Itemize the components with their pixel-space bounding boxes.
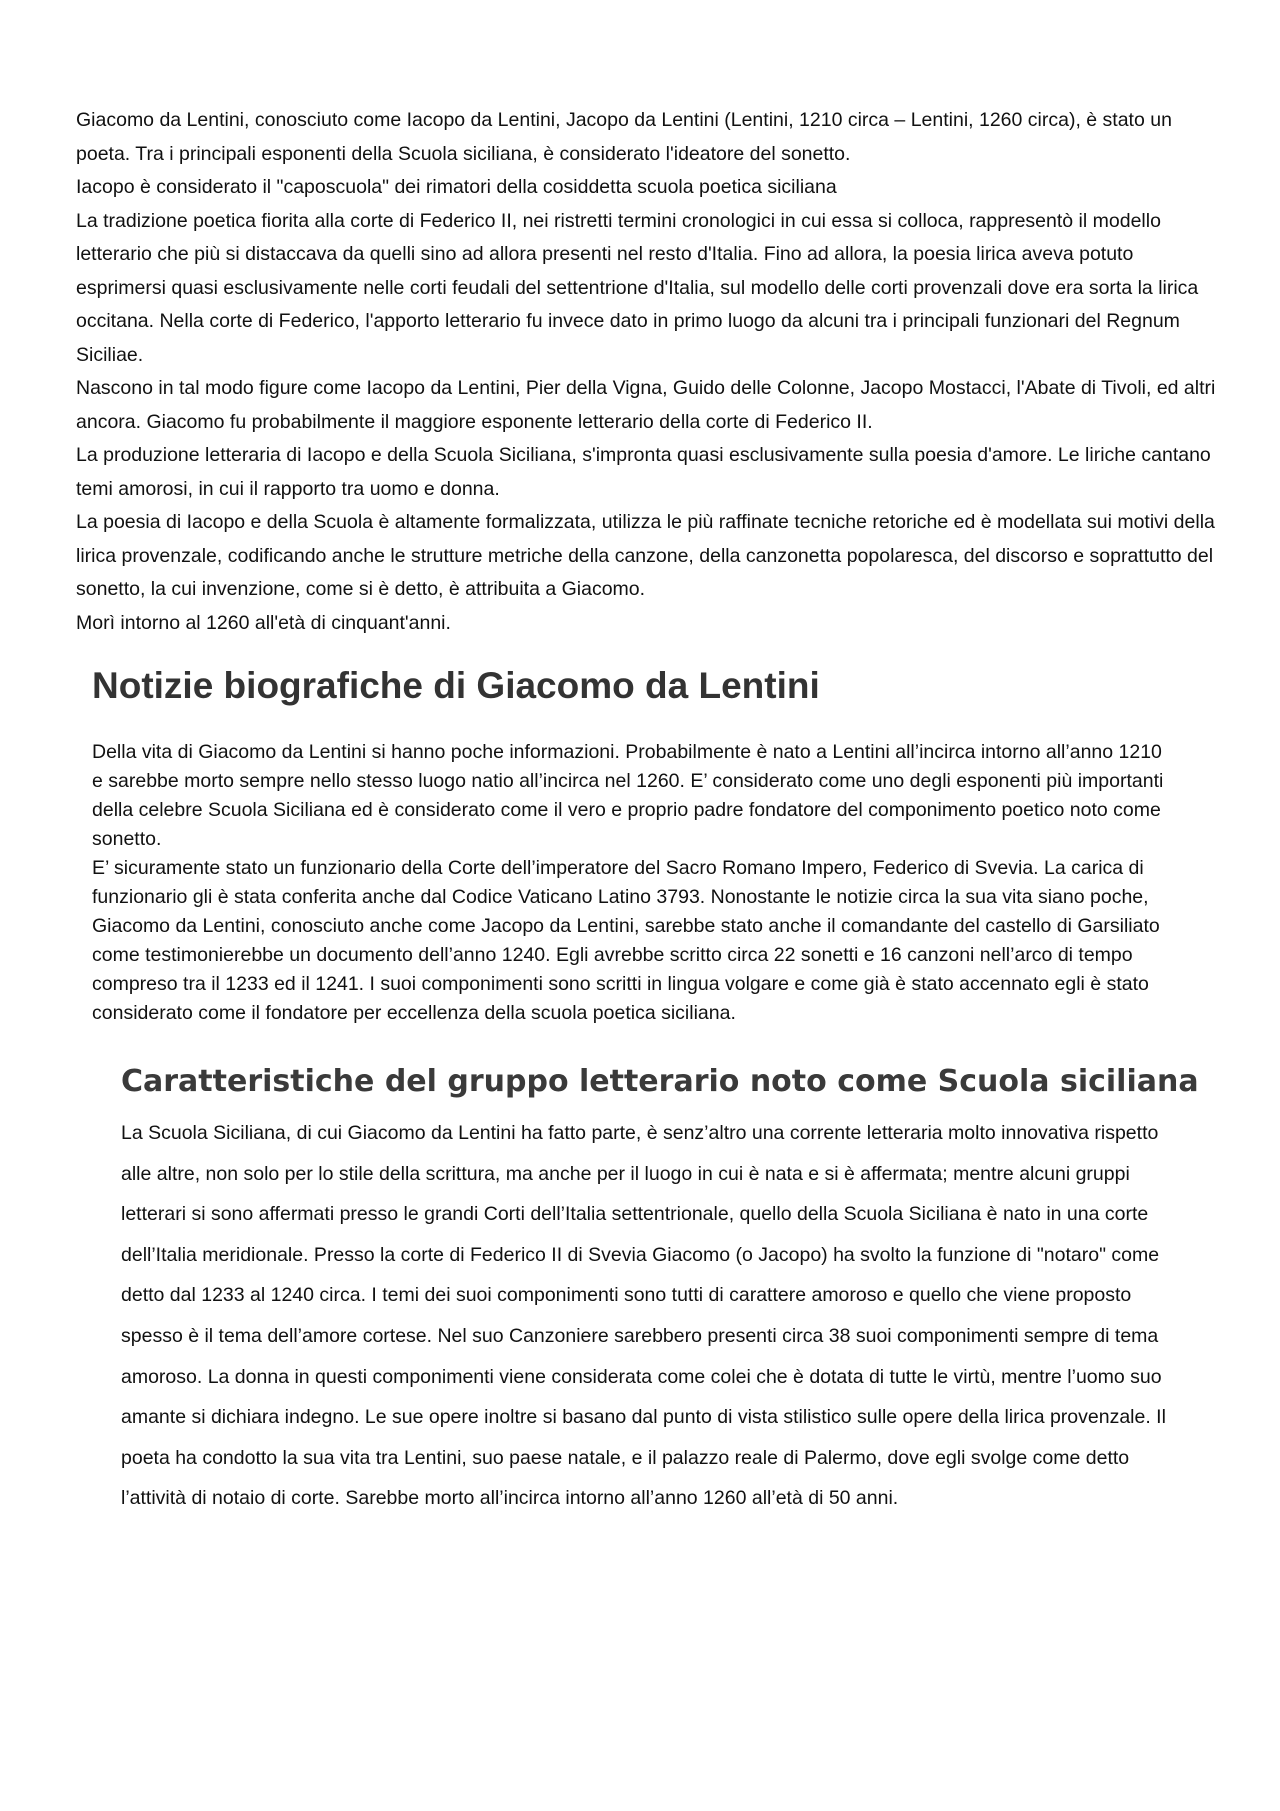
biography-paragraph: Della vita di Giacomo da Lentini si hanno poche informazioni. Probabilmente è nato a Lentini all’incirca intorno all’anno 1210 e sarebbe morto sempre nello stesso luogo natio all’incirca nel 1260. E’ considerato come uno degli esponenti più importanti della celebre Scuola Siciliana ed è considerato come il vero e proprio padre fondatore del componimento poetico noto come sonetto.	[92, 741, 1164, 850]
intro-section	[76, 104, 1216, 640]
intro-paragraph: Morì intorno al 1260 all'età di cinquant'anni.	[76, 611, 451, 634]
intro-paragraph: La produzione letteraria di Iacopo e della Scuola Siciliana, s'impronta quasi esclusivamente sulla poesia d'amore. Le liriche cantano temi amorosi, in cui il rapporto tra uomo e donna.	[76, 444, 1211, 500]
features-section	[121, 1113, 1181, 1519]
intro-paragraph: La tradizione poetica fiorita alla corte di Federico II, nei ristretti termini cronologici in cui essa si colloca, rappresentò il modello letterario che più si distaccava da quelli sino ad allora presenti nel resto d'Italia. Fino ad allora, la poesia lirica aveva potuto esprimersi quasi esclusivamente nelle corti feudali del settentrione d'Italia, sul modello delle corti provenzali dove era sorta la lirica occitana. Nella corte di Federico, l'apporto letterario fu invece dato in primo luogo da alcuni tra i principali funzionari del Regnum Siciliae.	[76, 209, 1199, 366]
features-heading: Caratteristiche del gruppo letterario noto come Scuola siciliana	[121, 1064, 1199, 1099]
intro-paragraph: Iacopo è considerato il "caposcuola" dei rimatori della cosiddetta scuola poetica siciliana	[76, 176, 837, 198]
biography-section	[92, 738, 1167, 1028]
features-paragraph: La Scuola Siciliana, di cui Giacomo da Lentini ha fatto parte, è senz’altro una corrente letteraria molto innovativa rispetto alle altre, non solo per lo stile della scrittura, ma anche per il luogo in cui è nata e si è affermata; mentre alcuni gruppi letterari si sono affermati presso le grandi Corti dell’Italia settentrionale, quello della Scuola Siciliana è nato in una corte dell’Italia meridionale. Presso la corte di Federico II di Svevia Giacomo (o Jacopo) ha svolto la funzione di "notaro" come detto dal 1233 al 1240 circa. I temi dei suoi componimenti sono tutti di carattere amoroso e quello che viene proposto spesso è il tema dell’amore cortese. Nel suo Canzoniere sarebbero presenti circa 38 suoi componimenti sempre di tema amoroso. La donna in questi componimenti viene considerata come colei che è dotata di tutte le virtù, mentre l’uomo suo amante si dichiara indegno. Le sue opere inoltre si basano dal punto di vista stilistico sulle opere della lirica provenzale. Il poeta ha condotto la sua vita tra Lentini, suo paese natale, e il palazzo reale di Palermo, dove egli svolge come detto l’attività di notaio di corte. Sarebbe morto all’incirca intorno all’anno 1260 all’età di 50 anni.	[121, 1122, 1166, 1510]
biography-heading: Notizie biografiche di Giacomo da Lentini	[92, 665, 820, 706]
intro-paragraph: Giacomo da Lentini, conosciuto come Iacopo da Lentini, Jacopo da Lentini (Lentini, 1210 circa – Lentini, 1260 circa), è stato un poeta. Tra i principali esponenti della Scuola siciliana, è considerato l'ideatore del sonetto.	[76, 109, 1172, 165]
intro-paragraph: La poesia di Iacopo e della Scuola è altamente formalizzata, utilizza le più raffinate tecniche retoriche ed è modellata sui motivi della lirica provenzale, codificando anche le strutture metriche della canzone, della canzonetta popolaresca, del discorso e soprattutto del sonetto, la cui invenzione, come si è detto, è attribuita a Giacomo.	[76, 511, 1215, 600]
intro-paragraph: Nascono in tal modo figure come Iacopo da Lentini, Pier della Vigna, Guido delle Colonne, Jacopo Mostacci, l'Abate di Tivoli, ed altri ancora. Giacomo fu probabilmente il maggiore esponente letterario della corte di Federico II.	[76, 377, 1216, 433]
biography-paragraph: E’ sicuramente stato un funzionario della Corte dell’imperatore del Sacro Romano Impero, Federico di Svevia. La carica di funzionario gli è stata conferita anche dal Codice Vaticano Latino 3793. Nonostante le notizie circa la sua vita siano poche, Giacomo da Lentini, conosciuto anche come Jacopo da Lentini, sarebbe stato anche il comandante del castello di Garsiliato come testimonierebbe un documento dell’anno 1240. Egli avrebbe scritto circa 22 sonetti e 16 canzoni nell’arco di tempo compreso tra il 1233 ed il 1241. I suoi componimenti sono scritti in lingua volgare e come già è stato accennato egli è stato considerato come il fondatore per eccellenza della scuola poetica siciliana.	[92, 857, 1160, 1024]
